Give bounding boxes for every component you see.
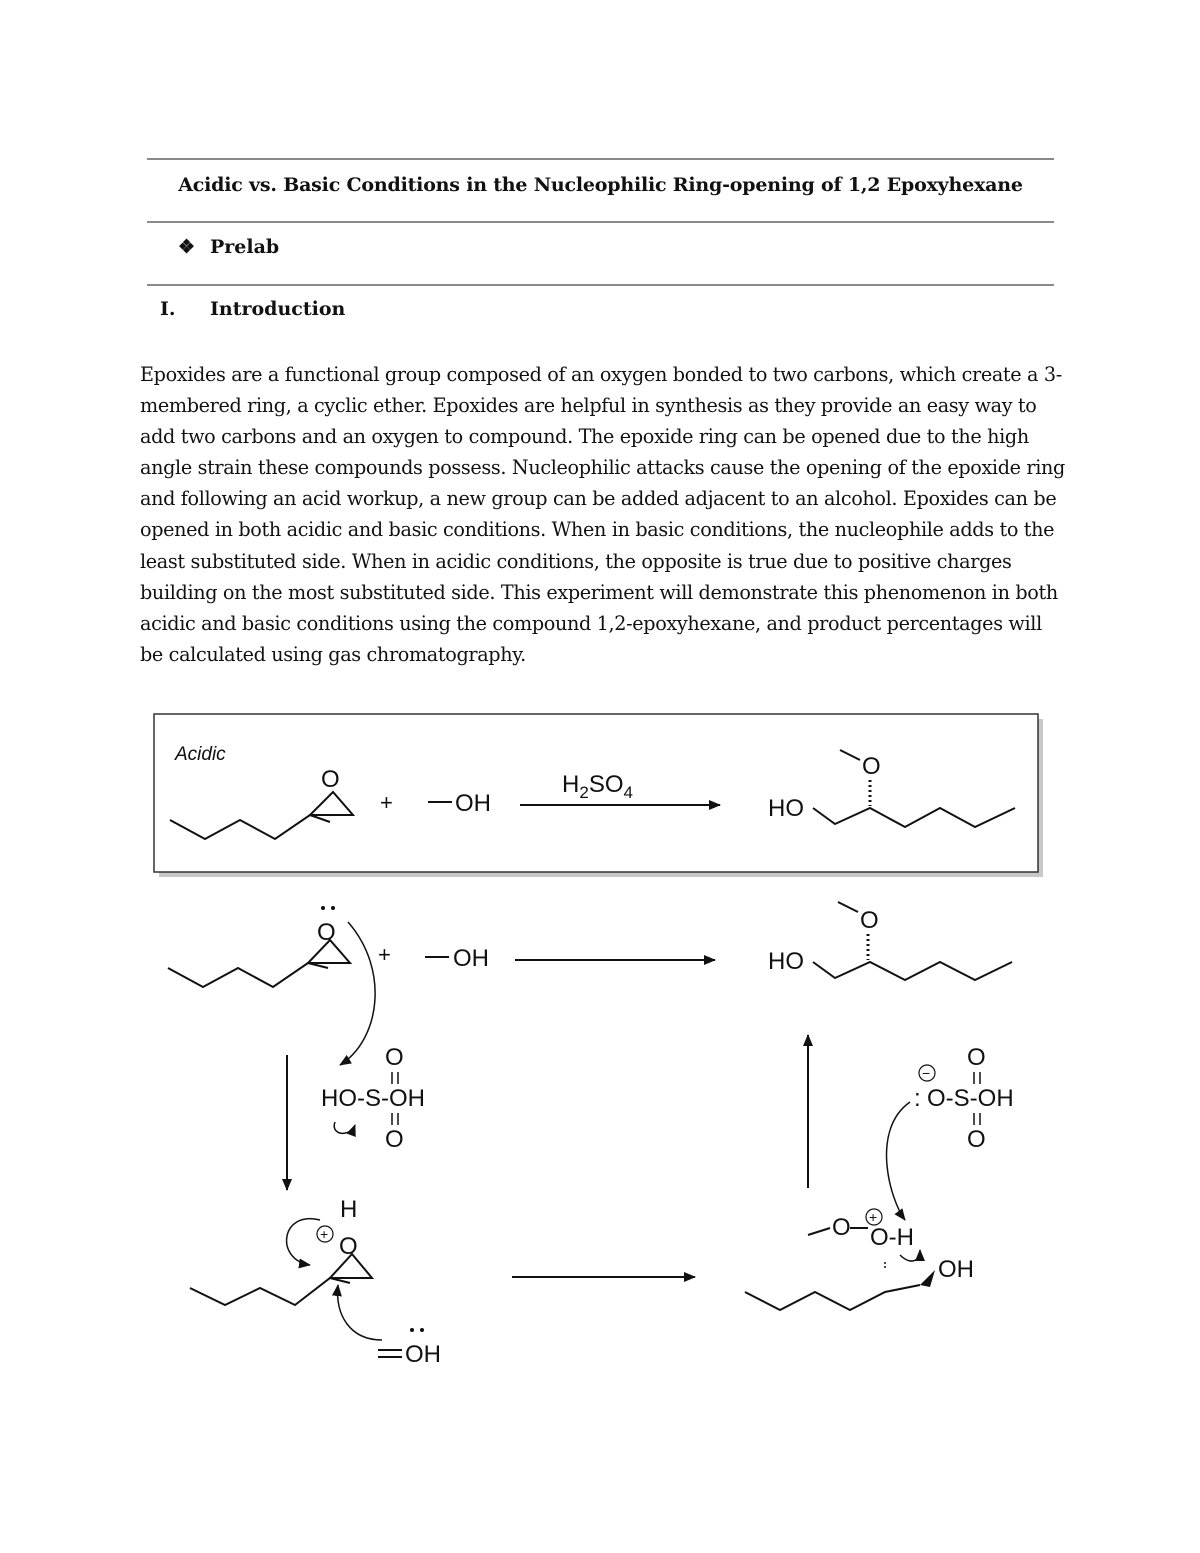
lone-pair-dot xyxy=(331,906,335,910)
bisulfate-formula: O-S-OH xyxy=(927,1085,1014,1112)
product-methoxy-bond-2 xyxy=(838,902,858,912)
positive-charge-sign: + xyxy=(869,1209,878,1225)
acid-formula: HO-S-OH xyxy=(321,1085,425,1112)
bisulfate-o-bottom: O xyxy=(967,1126,986,1153)
bisulfate-o-top: O xyxy=(967,1044,986,1071)
intermediate-ether-o: O xyxy=(832,1214,851,1241)
reaction-scheme xyxy=(150,710,1060,1390)
methanol-oh-2: OH xyxy=(453,945,489,972)
acid-o-bottom: O xyxy=(385,1126,404,1153)
acidic-summary-box xyxy=(154,714,1043,877)
plus-sign-2: + xyxy=(378,942,391,967)
negative-charge-sign: − xyxy=(922,1065,931,1081)
acid-o-top: O xyxy=(385,1044,404,1071)
curved-arrow-small xyxy=(334,1122,355,1133)
box-label-acidic: Acidic xyxy=(175,744,226,765)
curved-arrow-bond xyxy=(900,1250,920,1261)
protonated-o-label: O xyxy=(339,1233,358,1260)
curved-arrow-attack xyxy=(338,1285,382,1340)
section-title: Introduction xyxy=(210,298,346,320)
product-methoxy-o: O xyxy=(862,753,881,780)
rule-top xyxy=(147,158,1054,160)
lone-pair-dot xyxy=(321,906,325,910)
intermediate-oxonium-oh: O-H xyxy=(870,1224,914,1251)
lone-pair-dot xyxy=(420,1328,424,1332)
prelab-label: Prelab xyxy=(210,236,280,258)
protonated-epoxide xyxy=(190,1196,441,1368)
lone-pair-dot xyxy=(410,1328,414,1332)
oxonium-intermediate xyxy=(745,1209,974,1310)
curved-arrow-deprotonation xyxy=(887,1102,910,1220)
rule-after-prelab xyxy=(147,284,1054,286)
curved-arrow-proton-transfer xyxy=(340,922,375,1065)
positive-charge-sign: + xyxy=(320,1226,329,1242)
product-ho-2: HO xyxy=(768,948,804,975)
sulfuric-acid xyxy=(321,1044,425,1153)
diamond-bullet-icon: ❖ xyxy=(178,236,196,258)
intro-paragraph: Epoxides are a functional group composed of an oxygen bonded to two carbons, which create a 3-membered ring, a cyclic ether. Epoxides are helpful in synthesis as they provide an easy way to add two carbons and an oxygen to compound. The epoxide ring can be opened due to the high angle strain these compounds possess. Nucleophilic attacks cause the opening of the epoxide ring and following an acid workup, a new group can be added adjacent to an alcohol. Epoxides can be opened in both acidic and basic conditions. When in basic conditions, the nucleophile adds to the least substituted side. When in acidic conditions, the opposite is true due to positive charges building on the most substituted side. This experiment will demonstrate this phenomenon in both acidic and basic conditions using the compound 1,2-epoxyhexane, and product percentages will be calculated using gas chromatography. xyxy=(140,363,1065,666)
epoxide-oxygen-label: O xyxy=(321,766,340,793)
rule-after-title xyxy=(147,221,1054,223)
protonated-h-label: H xyxy=(340,1196,358,1223)
product-methoxy-o-2: O xyxy=(860,907,879,934)
prelab-heading xyxy=(178,236,279,258)
epoxide-chain-2 xyxy=(168,963,328,987)
product-ho-label: HO xyxy=(768,795,804,822)
curved-arrow-ring-open xyxy=(287,1219,320,1265)
plus-sign: + xyxy=(380,790,393,815)
mechanism-row-2 xyxy=(168,902,1012,1065)
section-heading xyxy=(160,298,345,320)
section-number: I. xyxy=(160,298,176,320)
page-title: Acidic vs. Basic Conditions in the Nucleophilic Ring-opening of 1,2 Epoxyhexane xyxy=(178,174,1023,196)
reagent-label: $H_2SO_4$ xyxy=(562,771,633,802)
bisulfate-colon: : xyxy=(914,1085,921,1112)
epoxide-oxygen-2: O xyxy=(317,919,336,946)
intermediate-oh-label: OH xyxy=(938,1256,974,1283)
methanol-oh-label: OH xyxy=(455,790,491,817)
bisulfate xyxy=(887,1044,1014,1220)
product-chain-2 xyxy=(813,962,1012,980)
attacking-oh-label: OH xyxy=(405,1341,441,1368)
